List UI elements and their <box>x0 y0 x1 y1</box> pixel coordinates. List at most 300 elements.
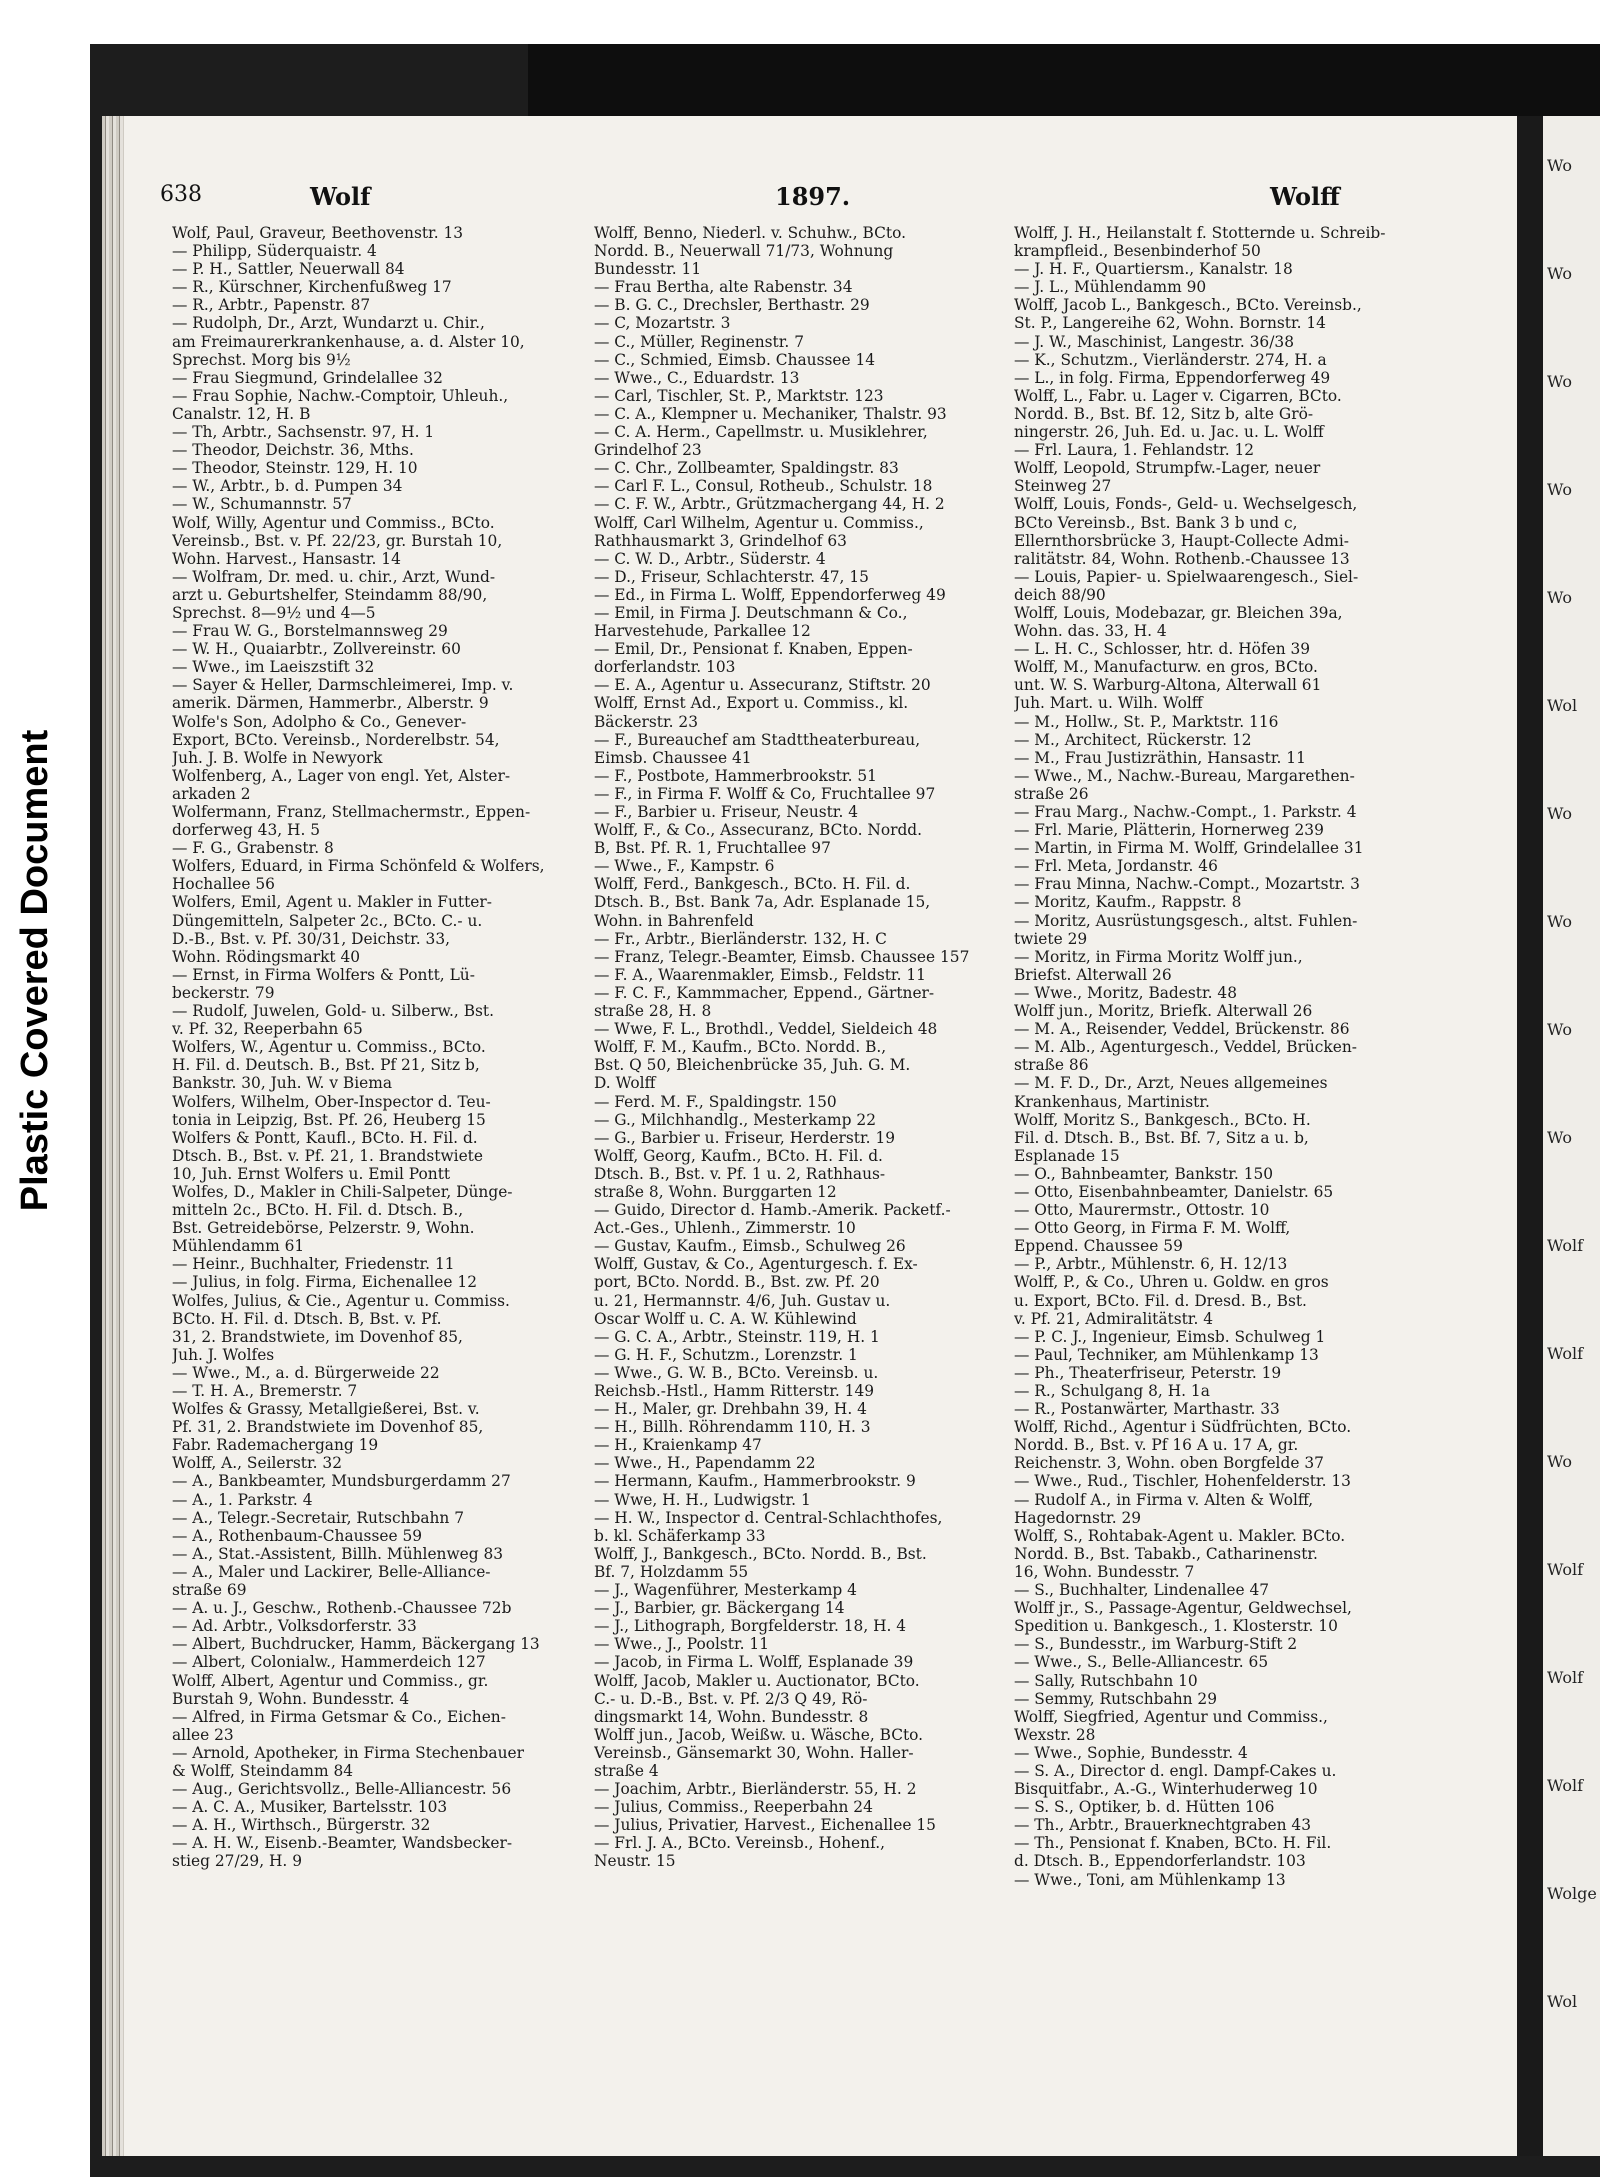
directory-entry-line: Wolff jr., S., Passage-Agentur, Geldwechsel, <box>1014 1599 1352 1618</box>
directory-entry-line: & Wolff, Steindamm 84 <box>172 1761 354 1780</box>
next-page-fragment: Wolf <box>1547 1236 1584 1255</box>
next-page-fragment: Wolf <box>1547 1668 1584 1687</box>
directory-entry-line: — Carl, Tischler, St. P., Marktstr. 123 <box>594 386 884 405</box>
directory-entry-line: — L. H. C., Schlosser, htr. d. Höfen 39 <box>1014 640 1311 659</box>
directory-entry-line: — Julius, Commiss., Reeperbahn 24 <box>594 1798 873 1817</box>
directory-entry-line: — Rudolf A., in Firma v. Alten & Wolff, <box>1014 1490 1314 1509</box>
directory-entry-line: Wolf, Paul, Graveur, Beethovenstr. 13 <box>172 224 464 242</box>
directory-entry-line: — Theodor, Steinstr. 129, H. 10 <box>172 459 418 478</box>
directory-entry-line: BCto. H. Fil. d. Dtsch. B, Bst. v. Pf. <box>172 1309 442 1328</box>
directory-entry-line: H. Fil. d. Deutsch. B., Bst. Pf 21, Sitz b, <box>172 1056 480 1075</box>
directory-entry-line: — A., 1. Parkstr. 4 <box>172 1490 313 1509</box>
directory-entry-line: — Wwe., M., Nachw.-Bureau, Margarethen- <box>1014 766 1355 785</box>
directory-entry-line: — J., Wagenführer, Mesterkamp 4 <box>594 1581 857 1600</box>
directory-entry-line: — F. A., Waarenmakler, Eimsb., Feldstr. 11 <box>594 965 926 984</box>
directory-entry-line: — W., Arbtr., b. d. Pumpen 34 <box>172 477 403 496</box>
directory-entry-line: stieg 27/29, H. 9 <box>172 1852 302 1871</box>
directory-entry-line: ningerstr. 26, Juh. Ed. u. Jac. u. L. Wolff <box>1014 423 1324 442</box>
directory-entry-line: — Guido, Director d. Hamb.-Amerik. Packetf.- <box>594 1201 951 1220</box>
directory-entry-line: — Wwe., im Laeiszstift 32 <box>172 658 375 677</box>
directory-entry-line: — M., Architect, Rückerstr. 12 <box>1014 730 1252 749</box>
directory-entry-line: — Th, Arbtr., Sachsenstr. 97, H. 1 <box>172 423 435 442</box>
directory-entry-line: Hochallee 56 <box>172 875 275 894</box>
directory-entry-line: Wohn. in Bahrenfeld <box>594 911 754 930</box>
directory-entry-line: — O., Bahnbeamter, Bankstr. 150 <box>1014 1164 1274 1183</box>
directory-entry-line: straße 28, H. 8 <box>594 1002 712 1021</box>
directory-entry-line: Spedition u. Bankgesch., 1. Klosterstr. 10 <box>1014 1617 1338 1636</box>
directory-entry-line: Wexstr. 28 <box>1014 1725 1096 1744</box>
directory-entry-line: — Heinr., Buchhalter, Friedenstr. 11 <box>172 1255 455 1274</box>
directory-entry-line: Wolff, Ernst Ad., Export u. Commiss., kl. <box>594 694 909 713</box>
directory-entry-line: Dtsch. B., Bst. v. Pf. 1 u. 2, Rathhaus- <box>594 1164 886 1183</box>
directory-entry-line: 31, 2. Brandstwiete, im Dovenhof 85, <box>172 1327 463 1346</box>
directory-entry-line: — Aug., Gerichtsvollz., Belle-Alliancestr. 56 <box>172 1780 512 1799</box>
directory-entry-line: dorferweg 43, H. 5 <box>172 821 321 840</box>
directory-entry-line: — P. C. J., Ingenieur, Eimsb. Schulweg 1 <box>1014 1327 1326 1346</box>
directory-entry-line: Wolff, S., Rohtabak-Agent u. Makler. BCto. <box>1014 1526 1346 1545</box>
next-page-fragment: Wo <box>1547 1128 1572 1147</box>
directory-entry-line: Wolff, Georg, Kaufm., BCto. H. Fil. d. <box>594 1146 883 1165</box>
directory-entry-line: — Paul, Techniker, am Mühlenkamp 13 <box>1014 1345 1319 1364</box>
directory-entry-line: Bisquitfabr., A.-G., Winterhuderweg 10 <box>1014 1780 1318 1799</box>
next-page-fragment: Wo <box>1547 372 1572 391</box>
directory-entry-line: Krankenhaus, Martinistr. <box>1014 1092 1210 1111</box>
next-page-fragment: Wolf <box>1547 1776 1584 1795</box>
directory-entry-line: Esplanade 15 <box>1014 1146 1120 1165</box>
directory-entry-line: Oscar Wolff u. C. A. W. Kühlewind <box>594 1309 857 1328</box>
directory-entry-line: — Wwe., Toni, am Mühlenkamp 13 <box>1014 1870 1286 1889</box>
directory-entry-line: — Emil, in Firma J. Deutschmann & Co., <box>594 603 908 622</box>
directory-entry-line: C.- u. D.-B., Bst. v. Pf. 2/3 Q 49, Rö- <box>594 1689 868 1708</box>
header-left-title: Wolf <box>310 182 371 211</box>
directory-entry-line: — J. W., Maschinist, Langestr. 36/38 <box>1014 332 1294 351</box>
directory-entry-line: — M. F. D., Dr., Arzt, Neues allgemeines <box>1014 1074 1328 1093</box>
header-year: 1897. <box>775 182 851 211</box>
directory-entry-line: — Wwe., J., Poolstr. 11 <box>594 1635 770 1654</box>
directory-entry-line: Wolff, M., Manufacturw. en gros, BCto. <box>1014 658 1318 677</box>
next-page-edge <box>1543 116 1600 2156</box>
directory-entry-line: Act.-Ges., Uhlenh., Zimmerstr. 10 <box>594 1219 856 1238</box>
directory-entry-line: Bundesstr. 11 <box>594 260 702 279</box>
directory-entry-line: — C. Chr., Zollbeamter, Spaldingstr. 83 <box>594 459 899 478</box>
directory-entry-line: Wolfers, Wilhelm, Ober-Inspector d. Teu- <box>172 1092 491 1111</box>
directory-entry-line: — F., Barbier u. Friseur, Neustr. 4 <box>594 803 859 821</box>
directory-entry-line: port, BCto. Nordd. B., Bst. zw. Pf. 20 <box>594 1273 880 1292</box>
directory-entry-line: — E. A., Agentur u. Assecuranz, Stiftstr. 20 <box>594 676 931 695</box>
directory-entry-line: — D., Friseur, Schlachterstr. 47, 15 <box>594 567 869 586</box>
directory-entry-line: Bankstr. 30, Juh. W. v Biema <box>172 1074 393 1093</box>
directory-entry-line: Wolff, Albert, Agentur und Commiss., gr. <box>172 1671 489 1690</box>
directory-entry-line: — A. H. W., Eisenb.-Beamter, Wandsbecker- <box>172 1834 513 1853</box>
directory-entry-line: Wolff, L., Fabr. u. Lager v. Cigarren, BCto. <box>1014 386 1342 405</box>
directory-entry-line: v. Pf. 21, Admiralitätstr. 4 <box>1014 1309 1214 1328</box>
directory-entry-line: am Freimaurerkrankenhause, a. d. Alster 10, <box>172 332 525 351</box>
page-number: 638 <box>160 182 202 207</box>
directory-entry-line: — Wwe., Rud., Tischler, Hohenfelderstr. 13 <box>1014 1472 1351 1491</box>
directory-entry-line: — A., Stat.-Assistent, Billh. Mühlenweg 83 <box>172 1544 504 1563</box>
directory-entry-line: Reichsb.-Hstl., Hamm Ritterstr. 149 <box>594 1382 875 1400</box>
directory-entry-line: — R., Schulgang 8, H. 1a <box>1014 1382 1210 1400</box>
directory-entry-line: Juh. J. B. Wolfe in Newyork <box>172 748 383 767</box>
directory-entry-line: Eimsb. Chaussee 41 <box>594 748 752 767</box>
directory-entry-line: Wolfes & Grassy, Metallgießerei, Bst. v. <box>172 1400 480 1419</box>
directory-entry-line: — J., Lithograph, Borgfelderstr. 18, H. 4 <box>594 1617 907 1636</box>
directory-entry-line: — F. C. F., Kammmacher, Eppend., Gärtner- <box>594 983 935 1002</box>
directory-entry-line: Ellernthorsbrücke 3, Haupt-Collecte Admi- <box>1014 531 1349 550</box>
directory-entry-line: — Wwe., G. W. B., BCto. Vereinsb. u. <box>594 1363 879 1382</box>
directory-column-3 <box>1014 224 1414 2114</box>
directory-entry-line: — C. A., Klempner u. Mechaniker, Thalstr. 93 <box>594 404 947 423</box>
directory-entry-line: beckerstr. 79 <box>172 983 275 1002</box>
directory-entry-line: Rathhausmarkt 3, Grindelhof 63 <box>594 531 847 550</box>
directory-entry-line: Reichenstr. 3, Wohn. oben Borgfelde 37 <box>1014 1454 1324 1473</box>
directory-entry-line: — Otto, Eisenbahnbeamter, Danielstr. 65 <box>1014 1182 1334 1201</box>
directory-entry-line: — A., Telegr.-Secretair, Rutschbahn 7 <box>172 1508 465 1527</box>
directory-entry-line: — G., Barbier u. Friseur, Herderstr. 19 <box>594 1128 896 1147</box>
directory-entry-line: Bst. Getreidebörse, Pelzerstr. 9, Wohn. <box>172 1219 475 1238</box>
directory-entry-line: arzt u. Geburtshelfer, Steindamm 88/90, <box>172 585 488 604</box>
directory-entry-line: Wolff, P., & Co., Uhren u. Goldw. en gros <box>1014 1273 1329 1292</box>
directory-entry-line: dingsmarkt 14, Wohn. Bundesstr. 8 <box>594 1707 869 1726</box>
directory-entry-line: u. Export, BCto. Fil. d. Dresd. B., Bst. <box>1014 1291 1307 1310</box>
scan-background <box>528 44 1600 124</box>
directory-entry-line: — Th., Pensionat f. Knaben, BCto. H. Fil. <box>1014 1834 1332 1853</box>
directory-entry-line: Wolfes, Julius, & Cie., Agentur u. Commiss. <box>172 1291 510 1310</box>
directory-entry-line: — Rudolph, Dr., Arzt, Wundarzt u. Chir., <box>172 314 485 333</box>
directory-entry-line: Wolff, Carl Wilhelm, Agentur u. Commiss., <box>594 513 924 532</box>
next-page-fragment: Wo <box>1547 912 1572 931</box>
directory-entry-line: — F., Postbote, Hammerbrookstr. 51 <box>594 766 877 785</box>
directory-entry-line: — R., Arbtr., Papenstr. 87 <box>172 296 371 315</box>
directory-entry-line: Wolfermann, Franz, Stellmachermstr., Eppen- <box>172 803 531 821</box>
directory-entry-line: — Hermann, Kaufm., Hammerbrookstr. 9 <box>594 1472 916 1491</box>
directory-entry-line: — M. A., Reisender, Veddel, Brückenstr. 86 <box>1014 1020 1350 1039</box>
directory-entry-line: dorferlandstr. 103 <box>594 658 736 677</box>
directory-entry-line: Wohn. Harvest., Hansastr. 14 <box>172 549 401 568</box>
directory-entry-line: Harvestehude, Parkallee 12 <box>594 622 811 641</box>
directory-entry-line: Wolff, Ferd., Bankgesch., BCto. H. Fil. d. <box>594 875 911 894</box>
directory-entry-line: — Moritz, in Firma Moritz Wolff jun., <box>1014 947 1303 966</box>
directory-entry-line: — Jacob, in Firma L. Wolff, Esplanade 39 <box>594 1653 914 1672</box>
directory-entry-line: — Alfred, in Firma Getsmar & Co., Eichen- <box>172 1707 506 1726</box>
directory-entry-line: — C. A. Herm., Capellmstr. u. Musiklehrer, <box>594 423 928 442</box>
directory-entry-line: — H., Maler, gr. Drehbahn 39, H. 4 <box>594 1400 867 1419</box>
directory-entry-line: — Philipp, Süderquaistr. 4 <box>172 242 377 261</box>
directory-entry-line: — Ed., in Firma L. Wolff, Eppendorferweg 49 <box>594 585 946 604</box>
directory-entry-line: — Th., Arbtr., Brauerknechtgraben 43 <box>1014 1816 1312 1835</box>
directory-entry-line: — Wwe., F., Kampstr. 6 <box>594 857 775 876</box>
next-page-fragment: Wol <box>1547 696 1578 715</box>
page-header <box>160 182 1500 222</box>
directory-entry-line: Wolff, Jacob, Makler u. Auctionator, BCto. <box>594 1671 920 1690</box>
header-right-title: Wolff <box>1270 182 1340 211</box>
next-page-fragment: Wo <box>1547 588 1572 607</box>
directory-entry-line: Sprechst. 8—9½ und 4—5 <box>172 603 376 622</box>
directory-entry-line: Mühlendamm 61 <box>172 1237 305 1256</box>
directory-entry-line: — A., Bankbeamter, Mundsburgerdamm 27 <box>172 1472 511 1491</box>
next-page-fragment: Wo <box>1547 264 1572 283</box>
directory-entry-line: — Sayer & Heller, Darmschleimerei, Imp. v. <box>172 676 514 695</box>
directory-entry-line: krampfleid., Besenbinderhof 50 <box>1014 242 1261 261</box>
directory-entry-line: — J. H. F., Quartiersm., Kanalstr. 18 <box>1014 260 1293 279</box>
directory-entry-line: 16, Wohn. Bundesstr. 7 <box>1014 1562 1195 1581</box>
directory-entry-line: St. P., Langereihe 62, Wohn. Bornstr. 14 <box>1014 314 1326 333</box>
directory-entry-line: u. 21, Hermannstr. 4/6, Juh. Gustav u. <box>594 1291 891 1310</box>
directory-entry-line: Wolff, Benno, Niederl. v. Schuhw., BCto. <box>594 224 906 242</box>
next-page-fragment: Wolf <box>1547 1560 1584 1579</box>
directory-entry-line: Eppend. Chaussee 59 <box>1014 1237 1183 1256</box>
next-page-fragment: Wo <box>1547 1020 1572 1039</box>
directory-entry-line: — Moritz, Ausrüstungsgesch., altst. Fuhlen- <box>1014 911 1358 930</box>
directory-entry-line: Wolfers & Pontt, Kaufl., BCto. H. Fil. d. <box>172 1128 478 1147</box>
directory-entry-line: — Frau W. G., Borstelmannsweg 29 <box>172 622 448 641</box>
directory-entry-line: — Wwe., H., Papendamm 22 <box>594 1454 816 1473</box>
directory-entry-line: D.-B., Bst. v. Pf. 30/31, Deichstr. 33, <box>172 929 451 948</box>
directory-entry-line: mitteln 2c., BCto. H. Fil. d. Dtsch. B., <box>172 1201 464 1220</box>
directory-entry-line: — Frau Sophie, Nachw.-Comptoir, Uhleuh., <box>172 386 509 405</box>
directory-entry-line: — H. W., Inspector d. Central-Schlachthofes, <box>594 1508 943 1527</box>
directory-entry-line: Nordd. B., Bst. v. Pf 16 A u. 17 A, gr. <box>1014 1436 1299 1455</box>
directory-entry-line: — Theodor, Deichstr. 36, Mths. <box>172 441 414 460</box>
directory-entry-line: — Ferd. M. F., Spaldingstr. 150 <box>594 1092 837 1111</box>
directory-entry-line: — Joachim, Arbtr., Bierländerstr. 55, H. 2 <box>594 1780 917 1799</box>
directory-entry-line: — Louis, Papier- u. Spielwaarengesch., Siel- <box>1014 567 1359 586</box>
directory-entry-line: — Frl. Marie, Plätterin, Hornerweg 239 <box>1014 821 1324 840</box>
directory-entry-line: — Gustav, Kaufm., Eimsb., Schulweg 26 <box>594 1237 906 1256</box>
directory-entry-line: Wohn. Rödingsmarkt 40 <box>172 947 361 966</box>
directory-entry-line: B, Bst. Pf. R. 1, Fruchtallee 97 <box>594 839 831 858</box>
plastic-covered-label <box>6 690 66 1250</box>
directory-entry-line: Wolfe's Son, Adolpho & Co., Genever- <box>172 712 467 731</box>
directory-entry-line: Wolff, Jacob L., Bankgesch., BCto. Vereinsb., <box>1014 296 1362 315</box>
directory-entry-line: Dtsch. B., Bst. v. Pf. 21, 1. Brandstwiete <box>172 1146 483 1165</box>
directory-entry-line: Hagedornstr. 29 <box>1014 1508 1142 1527</box>
directory-entry-line: — M. Alb., Agenturgesch., Veddel, Brücken- <box>1014 1038 1357 1057</box>
directory-entry-line: — G. H. F., Schutzm., Lorenzstr. 1 <box>594 1345 858 1364</box>
directory-entry-line: — W., Schumannstr. 57 <box>172 495 352 514</box>
directory-entry-line: Pf. 31, 2. Brandstwiete im Dovenhof 85, <box>172 1418 484 1437</box>
directory-entry-line: Wolff, A., Seilerstr. 32 <box>172 1454 343 1473</box>
directory-entry-line: Wolff, J. H., Heilanstalt f. Stotternde u. Schreib- <box>1014 224 1386 242</box>
directory-entry-line: — A. C. A., Musiker, Bartelsstr. 103 <box>172 1798 448 1817</box>
directory-entry-line: ralitätstr. 84, Wohn. Rothenb.-Chaussee 13 <box>1014 549 1350 568</box>
directory-column-1 <box>172 224 592 2114</box>
directory-entry-line: — H., Kraienkamp 47 <box>594 1436 762 1455</box>
directory-entry-line: — S. A., Director d. engl. Dampf-Cakes u. <box>1014 1761 1337 1780</box>
directory-entry-line: — A., Maler und Lackirer, Belle-Alliance- <box>172 1562 491 1581</box>
directory-entry-line: Wolff, F. M., Kaufm., BCto. Nordd. B., <box>594 1038 887 1057</box>
directory-entry-line: — Frl. Meta, Jordanstr. 46 <box>1014 857 1218 876</box>
directory-entry-line: 10, Juh. Ernst Wolfers u. Emil Pontt <box>172 1164 451 1183</box>
directory-entry-line: Wolff, Richd., Agentur i Südfrüchten, BCto. <box>1014 1418 1352 1437</box>
directory-entry-line: — Emil, Dr., Pensionat f. Knaben, Eppen- <box>594 640 913 659</box>
directory-entry-line: v. Pf. 32, Reeperbahn 65 <box>172 1020 363 1039</box>
directory-entry-line: — Julius, Privatier, Harvest., Eichenallee 15 <box>594 1816 936 1835</box>
directory-entry-line: — Wwe., M., a. d. Bürgerweide 22 <box>172 1363 440 1382</box>
directory-column-2 <box>594 224 1006 2114</box>
directory-entry-line: — Wwe., S., Belle-Alliancestr. 65 <box>1014 1653 1269 1672</box>
directory-entry-line: — Fr., Arbtr., Bierländerstr. 132, H. C <box>594 929 887 948</box>
directory-entry-line: Wolff, Louis, Fonds-, Geld- u. Wechselgesch, <box>1014 495 1358 514</box>
directory-entry-line: — Otto, Maurermstr., Ottostr. 10 <box>1014 1201 1270 1220</box>
directory-entry-line: Vereinsb., Gänsemarkt 30, Wohn. Haller- <box>594 1743 914 1762</box>
directory-entry-line: — K., Schutzm., Vierländerstr. 274, H. a <box>1014 350 1327 369</box>
directory-entry-line: — Rudolf, Juwelen, Gold- u. Silberw., Bst. <box>172 1002 494 1021</box>
directory-entry-line: — Wwe., Sophie, Bundesstr. 4 <box>1014 1743 1248 1762</box>
directory-entry-line: Wolff, Siegfried, Agentur und Commiss., <box>1014 1707 1328 1726</box>
directory-entry-line: — Ph., Theaterfriseur, Peterstr. 19 <box>1014 1363 1282 1382</box>
directory-entry-line: Wolfenberg, A., Lager von engl. Yet, Alster- <box>172 766 511 785</box>
directory-entry-line: b. kl. Schäferkamp 33 <box>594 1526 766 1545</box>
page-binding <box>102 116 124 2156</box>
directory-entry-line: — S., Bundesstr., im Warburg-Stift 2 <box>1014 1635 1298 1654</box>
directory-entry-line: — C., Müller, Reginenstr. 7 <box>594 332 804 351</box>
directory-entry-line: Wolfers, Emil, Agent u. Makler in Futter- <box>172 893 492 912</box>
directory-entry-line: allee 23 <box>172 1725 234 1744</box>
directory-entry-line: d. Dtsch. B., Eppendorferlandstr. 103 <box>1014 1852 1306 1871</box>
directory-entry-line: Briefst. Alterwall 26 <box>1014 965 1172 984</box>
directory-entry-line: straße 69 <box>172 1581 247 1600</box>
directory-entry-line: — J., Barbier, gr. Bäckergang 14 <box>594 1599 845 1618</box>
directory-entry-line: — M., Hollw., St. P., Marktstr. 116 <box>1014 712 1279 731</box>
directory-entry-line: — L., in folg. Firma, Eppendorferweg 49 <box>1014 368 1331 387</box>
next-page-fragment: Wol <box>1547 1992 1578 2011</box>
directory-entry-line: — F., in Firma F. Wolff & Co, Fruchtallee 97 <box>594 784 936 803</box>
directory-entry-line: Wolff jun., Moritz, Briefk. Alterwall 26 <box>1014 1002 1313 1021</box>
directory-entry-line: — Wolfram, Dr. med. u. chir., Arzt, Wund- <box>172 567 496 586</box>
directory-entry-line: — Ad. Arbtr., Volksdorferstr. 33 <box>172 1617 417 1636</box>
directory-entry-line: Sprechst. Morg bis 9½ <box>172 350 351 369</box>
directory-entry-line: Burstah 9, Wohn. Bundesstr. 4 <box>172 1689 410 1708</box>
plastic-covered-text: Plastic Covered Document <box>14 729 57 1211</box>
directory-entry-line: Wolff, Louis, Modebazar, gr. Bleichen 39a, <box>1014 603 1343 622</box>
directory-entry-line: Nordd. B., Neuerwall 71/73, Wohnung <box>594 242 894 261</box>
directory-entry-line: Nordd. B., Bst. Bf. 12, Sitz b, alte Grö- <box>1014 404 1314 423</box>
directory-entry-line: — Wwe., C., Eduardstr. 13 <box>594 368 800 387</box>
next-page-fragment: Wo <box>1547 480 1572 499</box>
directory-entry-line: — Moritz, Kaufm., Rappstr. 8 <box>1014 893 1242 912</box>
directory-entry-line: Bf. 7, Holzdamm 55 <box>594 1562 749 1581</box>
directory-entry-line: — Wwe., Moritz, Badestr. 48 <box>1014 983 1238 1002</box>
directory-entry-line: — C. F. W., Arbtr., Grützmachergang 44, H. 2 <box>594 495 945 514</box>
directory-entry-line: — P. H., Sattler, Neuerwall 84 <box>172 260 405 279</box>
directory-entry-line: BCto Vereinsb., Bst. Bank 3 b und c, <box>1014 513 1298 532</box>
directory-entry-line: — C. W. D., Arbtr., Süderstr. 4 <box>594 549 826 568</box>
directory-entry-line: Export, BCto. Vereinsb., Norderelbstr. 54, <box>172 730 500 749</box>
directory-entry-line: — A., Rothenbaum-Chaussee 59 <box>172 1526 423 1545</box>
directory-entry-line: — Semmy, Rutschbahn 29 <box>1014 1689 1218 1708</box>
directory-entry-line: Canalstr. 12, H. B <box>172 404 311 423</box>
directory-entry-line: — H., Billh. Röhrendamm 110, H. 3 <box>594 1418 871 1437</box>
directory-entry-line: — C., Schmied, Eimsb. Chaussee 14 <box>594 350 876 369</box>
directory-entry-line: Fil. d. Dtsch. B., Bst. Bf. 7, Sitz a u. b, <box>1014 1128 1309 1147</box>
directory-entry-line: Wolf, Willy, Agentur und Commiss., BCto. <box>172 513 495 532</box>
directory-entry-line: — Wwe, H. H., Ludwigstr. 1 <box>594 1490 811 1509</box>
directory-entry-line: — Frau Siegmund, Grindelallee 32 <box>172 368 443 387</box>
next-page-fragment: Wo <box>1547 1452 1572 1471</box>
directory-entry-line: — C, Mozartstr. 3 <box>594 314 731 333</box>
directory-entry-line: — Frl. Laura, 1. Fehlandstr. 12 <box>1014 441 1255 460</box>
directory-entry-line: Vereinsb., Bst. v. Pf. 22/23, gr. Burstah 10, <box>172 531 503 550</box>
directory-entry-line: — Arnold, Apotheker, in Firma Stechenbauer <box>172 1743 524 1762</box>
directory-entry-line: straße 86 <box>1014 1056 1089 1075</box>
directory-entry-line: Wolff jun., Jacob, Weißw. u. Wäsche, BCto. <box>594 1725 924 1744</box>
directory-entry-line: — Albert, Buchdrucker, Hamm, Bäckergang 13 <box>172 1635 540 1654</box>
directory-entry-line: Juh. J. Wolfes <box>172 1345 275 1364</box>
directory-entry-line: — J. L., Mühlendamm 90 <box>1014 278 1207 297</box>
directory-entry-line: — Martin, in Firma M. Wolff, Grindelallee 31 <box>1014 839 1364 858</box>
directory-entry-line: Düngemitteln, Salpeter 2c., BCto. C.- u. <box>172 911 483 930</box>
directory-entry-line: — A. u. J., Geschw., Rothenb.-Chaussee 72b <box>172 1599 512 1618</box>
directory-entry-line: — T. H. A., Bremerstr. 7 <box>172 1382 358 1400</box>
directory-entry-line: Steinweg 27 <box>1014 477 1112 496</box>
directory-entry-line: straße 26 <box>1014 784 1089 803</box>
directory-entry-line: — Ernst, in Firma Wolfers & Pontt, Lü- <box>172 965 475 984</box>
directory-entry-line: — Julius, in folg. Firma, Eichenallee 12 <box>172 1273 477 1292</box>
directory-entry-line: — G., Milchhandlg., Mesterkamp 22 <box>594 1110 876 1129</box>
directory-entry-line: Nordd. B., Bst. Tabakb., Catharinenstr. <box>1014 1544 1318 1563</box>
directory-entry-line: — W. H., Quaiarbtr., Zollvereinstr. 60 <box>172 640 461 659</box>
directory-entry-line: Wolff, J., Bankgesch., BCto. Nordd. B., Bst. <box>594 1544 927 1563</box>
directory-entry-line: Neustr. 15 <box>594 1852 676 1871</box>
directory-entry-line: Fabr. Rademachergang 19 <box>172 1436 379 1455</box>
directory-entry-line: twiete 29 <box>1014 929 1088 948</box>
directory-entry-line: — F. G., Grabenstr. 8 <box>172 839 334 858</box>
directory-entry-line: Bst. Q 50, Bleichenbrücke 35, Juh. G. M. <box>594 1056 911 1075</box>
directory-entry-line: Grindelhof 23 <box>594 441 702 460</box>
next-page-fragment: Wolge <box>1547 1884 1597 1903</box>
directory-entry-line: Wolfers, W., Agentur u. Commiss., BCto. <box>172 1038 486 1057</box>
directory-entry-line: — F., Bureauchef am Stadttheaterbureau, <box>594 730 921 749</box>
directory-entry-line: Wolfes, D., Makler in Chili-Salpeter, Dünge- <box>172 1182 513 1201</box>
directory-entry-line: — Albert, Colonialw., Hammerdeich 127 <box>172 1653 486 1672</box>
directory-entry-line: — Franz, Telegr.-Beamter, Eimsb. Chaussee 157 <box>594 947 970 966</box>
directory-entry-line: — B. G. C., Drechsler, Berthastr. 29 <box>594 296 870 315</box>
directory-entry-line: — Carl F. L., Consul, Rotheub., Schulstr. 18 <box>594 477 933 496</box>
directory-entry-line: Juh. Mart. u. Wilh. Wolff <box>1014 694 1203 713</box>
directory-entry-line: — S. S., Optiker, b. d. Hütten 106 <box>1014 1798 1275 1817</box>
directory-entry-line: — M., Frau Justizräthin, Hansastr. 11 <box>1014 748 1306 767</box>
directory-entry-line: — Frl. J. A., BCto. Vereinsb., Hohenf., <box>594 1834 885 1853</box>
directory-entry-line: Wolfers, Eduard, in Firma Schönfeld & Wolfers, <box>172 857 545 876</box>
next-page-fragment: Wo <box>1547 804 1572 823</box>
directory-entry-line: — Sally, Rutschbahn 10 <box>1014 1671 1198 1690</box>
directory-entry-line: — A. H., Wirthsch., Bürgerstr. 32 <box>172 1816 431 1835</box>
directory-entry-line: deich 88/90 <box>1014 585 1106 604</box>
directory-entry-line: — Wwe, F. L., Brothdl., Veddel, Sieldeich 48 <box>594 1020 938 1039</box>
directory-entry-line: — Frau Minna, Nachw.-Compt., Mozartstr. 3 <box>1014 875 1360 894</box>
next-page-fragment: Wo <box>1547 156 1572 175</box>
directory-entry-line: D. Wolff <box>594 1074 656 1093</box>
directory-entry-line: — R., Kürschner, Kirchenfußweg 17 <box>172 278 452 297</box>
directory-entry-line: — G. C. A., Arbtr., Steinstr. 119, H. 1 <box>594 1327 880 1346</box>
directory-entry-line: Wohn. das. 33, H. 4 <box>1014 622 1167 641</box>
directory-entry-line: unt. W. S. Warburg-Altona, Alterwall 61 <box>1014 676 1322 695</box>
directory-entry-line: straße 8, Wohn. Burggarten 12 <box>594 1182 837 1201</box>
directory-entry-line: straße 4 <box>594 1761 659 1780</box>
directory-entry-line: tonia in Leipzig, Bst. Pf. 26, Heuberg 15 <box>172 1110 486 1129</box>
directory-entry-line: — Frau Bertha, alte Rabenstr. 34 <box>594 278 853 297</box>
directory-entry-line: — P., Arbtr., Mühlenstr. 6, H. 12/13 <box>1014 1255 1288 1274</box>
directory-entry-line: — Otto Georg, in Firma F. M. Wolff, <box>1014 1219 1291 1238</box>
directory-entry-line: — R., Postanwärter, Marthastr. 33 <box>1014 1400 1280 1419</box>
directory-entry-line: Wolff, Leopold, Strumpfw.-Lager, neuer <box>1014 459 1321 478</box>
page-gutter <box>1517 116 1543 2156</box>
directory-entry-line: Wolff, Gustav, & Co., Agenturgesch. f. Ex- <box>594 1255 918 1274</box>
directory-entry-line: Wolff, F., & Co., Assecuranz, BCto. Nordd. <box>594 821 923 840</box>
directory-entry-line: arkaden 2 <box>172 784 251 803</box>
directory-entry-line: — S., Buchhalter, Lindenallee 47 <box>1014 1581 1270 1600</box>
